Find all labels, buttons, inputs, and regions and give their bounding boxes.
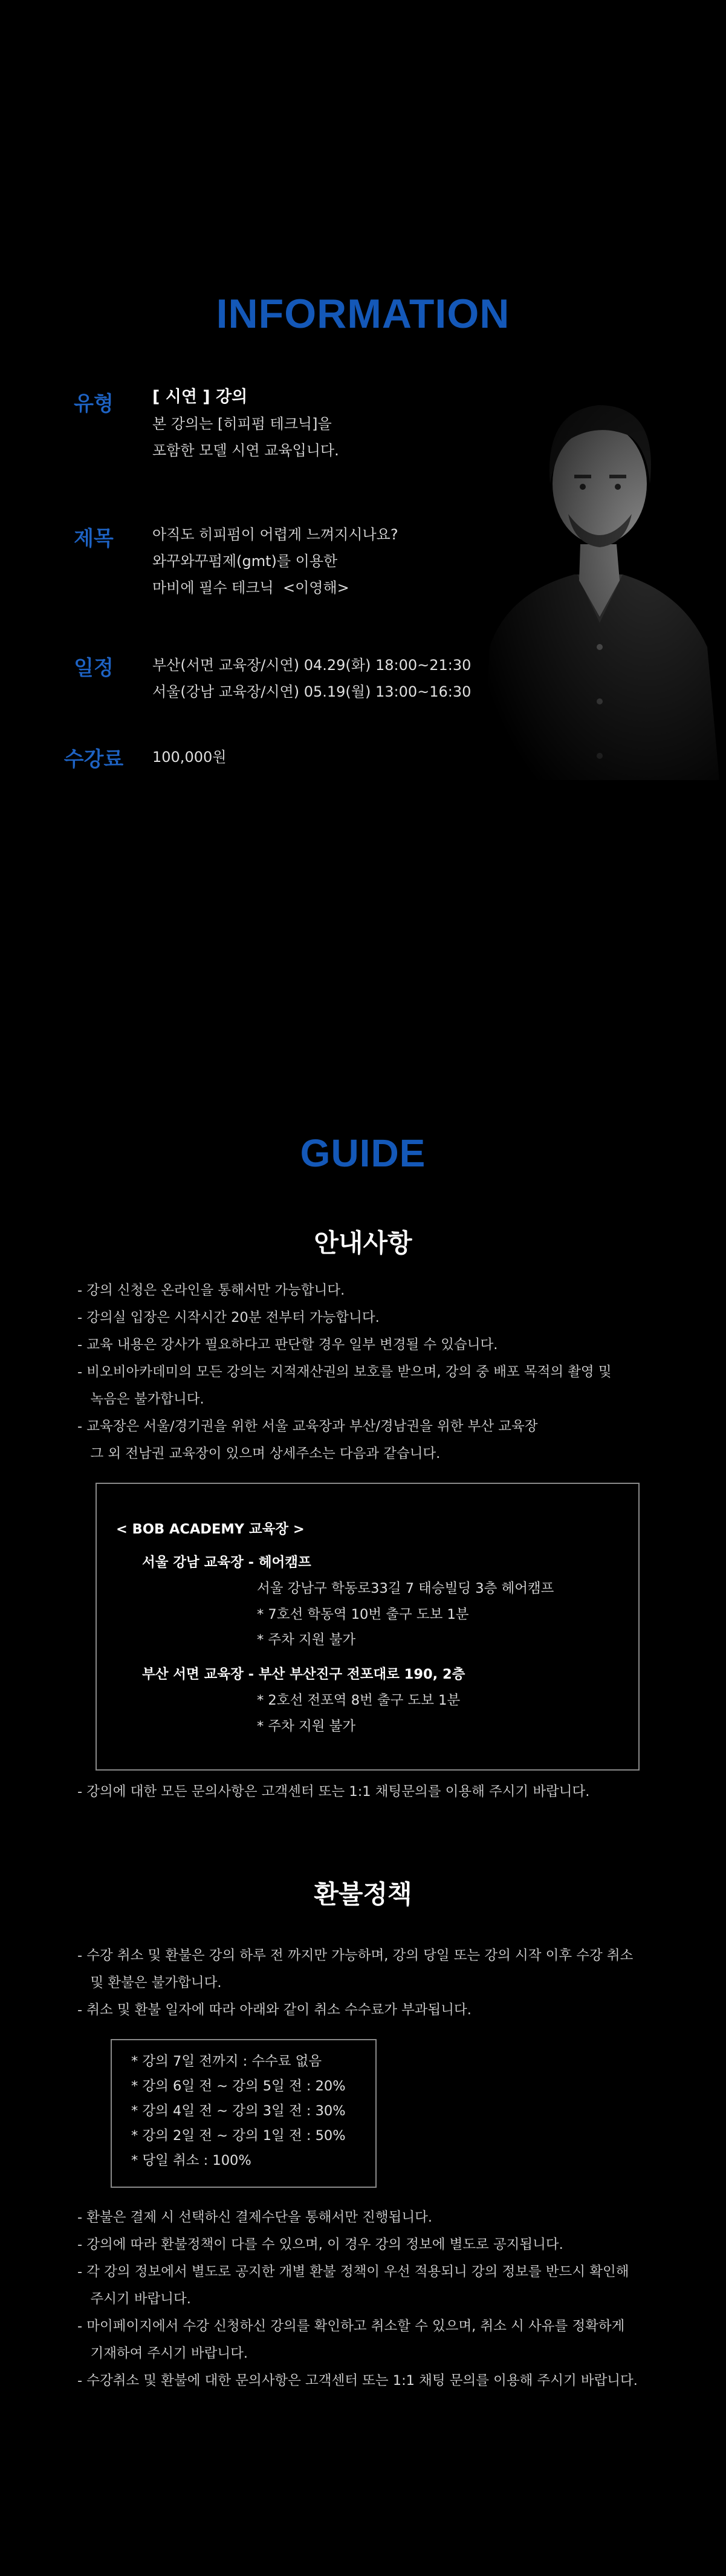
fee-value: 100,000원 — [152, 749, 227, 766]
type-content — [152, 384, 339, 464]
refund-title: 환불정책 — [314, 1879, 412, 1909]
subject-content — [152, 521, 398, 601]
list-item: - 취소 및 환불 일자에 따라 아래와 같이 취소 수수료가 부과됩니다. — [77, 2002, 472, 2018]
notice-title: 안내사항 — [314, 1228, 412, 1258]
subject-line: 아직도 히피펌이 어렵게 느껴지시나요? — [152, 526, 398, 543]
list-item: 및 환불은 불가합니다. — [77, 1975, 222, 1991]
inquiry-note — [77, 1778, 658, 1806]
type-label: 유형 — [74, 392, 114, 416]
seoul-address: 서울 강남구 학동로33길 7 태승빌딩 3층 헤어캠프 — [257, 1581, 554, 1596]
list-item: - 교육 내용은 강사가 필요하다고 판단할 경우 일부 변경될 수 있습니다. — [77, 1337, 498, 1353]
subject-line: 와꾸와꾸펌제(gmt)를 이용한 — [152, 553, 338, 570]
list-item: - 환불은 결제 시 선택하신 결제수단을 통해서만 진행됩니다. — [77, 2210, 432, 2225]
busan-subway: * 2호선 전포역 8번 출구 도보 1분 — [257, 1693, 461, 1708]
list-item: 녹음은 불가합니다. — [77, 1391, 204, 1407]
information-title: INFORMATION — [216, 291, 510, 337]
busan-academy-label: 부산 서면 교육장 - 부산 부산진구 전포대로 190, 2층 — [142, 1667, 465, 1682]
list-item: - 교육장은 서울/경기권을 위한 서울 교육장과 부산/경남권을 위한 부산 교육장 — [77, 1419, 538, 1434]
subject-label: 제목 — [74, 527, 114, 551]
list-item: - 강의 신청은 온라인을 통해서만 가능합니다. — [77, 1283, 345, 1298]
fee-item: * 강의 6일 전 ~ 강의 5일 전 : 20% — [131, 2078, 346, 2094]
fee-item: * 당일 취소 : 100% — [131, 2153, 251, 2168]
list-item: - 마이페이지에서 수강 신청하신 강의를 확인하고 취소할 수 있으며, 취소 시 사유를 정확하게 — [77, 2318, 625, 2334]
list-item: - 강의에 대한 모든 문의사항은 고객센터 또는 1:1 채팅문의를 이용해 주시기 바랍니다. — [77, 1784, 590, 1800]
seoul-academy-label: 서울 강남 교육장 - 헤어캠프 — [142, 1555, 311, 1570]
schedule-content — [152, 652, 471, 705]
seoul-parking: * 주차 지원 불가 — [257, 1632, 356, 1648]
fee-item: * 강의 2일 전 ~ 강의 1일 전 : 50% — [131, 2128, 346, 2144]
list-item: - 강의에 따라 환불정책이 다를 수 있으며, 이 경우 강의 정보에 별도로 공지됩니다. — [77, 2237, 563, 2252]
subject-line: 마비에 필수 테크닉 <이영해> — [152, 579, 349, 596]
refund-intro — [77, 1942, 658, 2024]
instructor-portrait — [465, 363, 725, 780]
schedule-line: 부산(서면 교육장/시연) 04.29(화) 18:00~21:30 — [152, 657, 472, 674]
fee-item: * 강의 7일 전까지 : 수수료 없음 — [131, 2054, 322, 2069]
busan-parking: * 주차 지원 불가 — [257, 1719, 356, 1734]
type-line: 포함한 모델 시연 교육입니다. — [152, 442, 339, 459]
list-item: - 비오비아카데미의 모든 강의는 지적재산권의 보호를 받으며, 강의 중 배포 목적의 촬영 및 — [77, 1364, 612, 1380]
type-heading: [ 시연 ] 강의 — [152, 388, 248, 406]
seoul-subway: * 7호선 학동역 10번 출구 도보 1분 — [257, 1607, 469, 1622]
fee-label: 수강료 — [63, 747, 124, 772]
list-item: - 강의실 입장은 시작시간 20분 전부터 가능합니다. — [77, 1310, 380, 1325]
refund-notes — [77, 2204, 658, 2395]
list-item: - 각 강의 정보에서 별도로 공지한 개별 환불 정책이 우선 적용되니 강의 정보를 반드시 확인해 — [77, 2264, 629, 2280]
list-item: 주시기 바랍니다. — [77, 2291, 191, 2307]
schedule-label: 일정 — [74, 656, 114, 680]
schedule-line: 서울(강남 교육장/시연) 05.19(월) 13:00~16:30 — [152, 683, 472, 700]
guide-title: GUIDE — [300, 1131, 426, 1175]
fee-item: * 강의 4일 전 ~ 강의 3일 전 : 30% — [131, 2103, 346, 2119]
academy-title: < BOB ACADEMY 교육장 > — [116, 1521, 305, 1537]
list-item: - 수강취소 및 환불에 대한 문의사항은 고객센터 또는 1:1 채팅 문의를 이용해 주시기 바랍니다. — [77, 2373, 638, 2389]
list-item: - 수강 취소 및 환불은 강의 하루 전 까지만 가능하며, 강의 당일 또는 강의 시작 이후 수강 취소 — [77, 1948, 634, 1963]
list-item: 그 외 전남권 교육장이 있으며 상세주소는 다음과 같습니다. — [77, 1446, 441, 1462]
list-item: 기재하여 주시기 바랍니다. — [77, 2346, 248, 2361]
academy-box — [96, 1483, 640, 1771]
refund-fee-box — [111, 2039, 377, 2188]
notice-list — [77, 1277, 658, 1468]
type-line: 본 강의는 [히피펌 테크닉]을 — [152, 415, 332, 432]
